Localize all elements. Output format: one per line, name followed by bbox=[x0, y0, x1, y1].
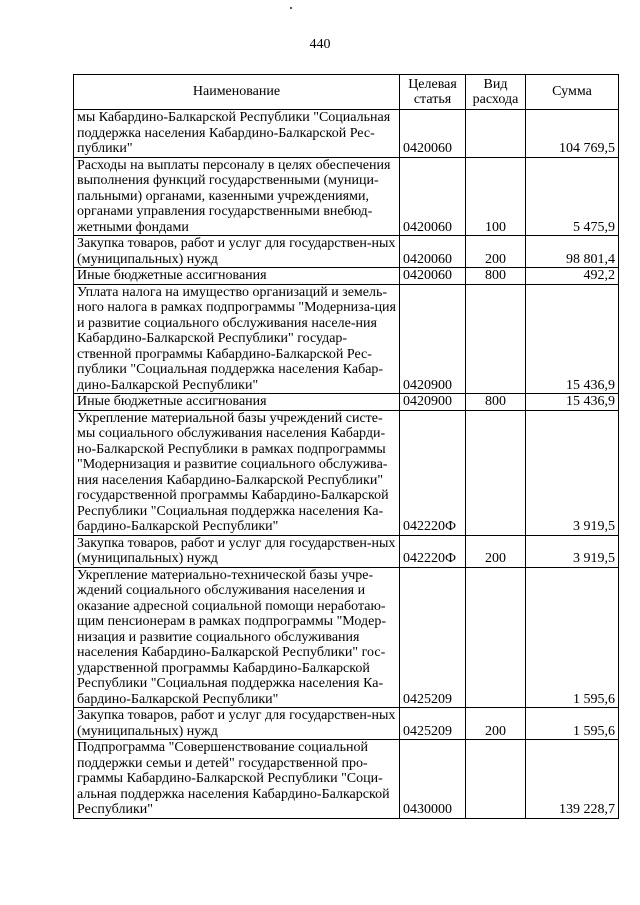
table-row bbox=[74, 708, 619, 740]
table-row bbox=[74, 284, 619, 394]
row-code: 0420060 bbox=[400, 157, 466, 236]
row-name: Укрепление материальной базы учреждений систе-мы социального обслуживания населения Кабарди-но-Балкарской Республики в рамках подпрограммы "Модернизация и развитие социального обслужива-ния населения Кабардино-Балкарской Республики" государственной программы Кабардино-Балкарской Республики "Социальная поддержка населения Ка-бардино-Балкарской Республики" bbox=[74, 410, 400, 535]
row-name: Закупка товаров, работ и услуг для государствен-ных (муниципальных) нужд bbox=[74, 236, 400, 268]
row-type: 800 bbox=[466, 394, 526, 411]
row-code: 0420900 bbox=[400, 284, 466, 394]
row-name: Уплата налога на имущество организаций и земель-ного налога в рамках подпрограммы "Модерниза-ция и развитие социального обслуживания населе-ния Кабардино-Балкарской Республики" государ-ственной программы Кабардино-Балкарской Рес-публики "Социальная поддержка населения Кабар-дино-Балкарской Республики" bbox=[74, 284, 400, 394]
row-type bbox=[466, 410, 526, 535]
row-name: Подпрограмма "Совершенствование социальной поддержки семьи и детей" государственной про-граммы Кабардино-Балкарской Республики "Соци-альная поддержка населения Кабардино-Балкарской Республики" bbox=[74, 740, 400, 819]
row-code: 0420060 bbox=[400, 110, 466, 158]
row-type bbox=[466, 740, 526, 819]
row-name: Иные бюджетные ассигнования bbox=[74, 268, 400, 285]
scan-speck bbox=[290, 7, 292, 9]
table-header-row bbox=[74, 75, 619, 110]
row-sum: 98 801,4 bbox=[526, 236, 619, 268]
row-code: 0425209 bbox=[400, 567, 466, 708]
row-type: 200 bbox=[466, 535, 526, 567]
row-code: 0425209 bbox=[400, 708, 466, 740]
row-name: Укрепление материально-технической базы учре-ждений социального обслуживания населения и оказание адресной социальной помощи неработаю-щим пенсионерам в рамках подпрограммы "Модер-низация и развитие социального обслуживания населения Кабардино-Балкарской Республики" гос-ударственной программы Кабардино-Балкарской Республики "Социальная поддержка населения Ка-бардино-Балкарской Республики" bbox=[74, 567, 400, 708]
row-code: 0420900 bbox=[400, 394, 466, 411]
table-row bbox=[74, 157, 619, 236]
row-sum: 1 595,6 bbox=[526, 708, 619, 740]
table-row bbox=[74, 394, 619, 411]
row-sum: 139 228,7 bbox=[526, 740, 619, 819]
row-type bbox=[466, 284, 526, 394]
table-row bbox=[74, 535, 619, 567]
row-type: 800 bbox=[466, 268, 526, 285]
row-code: 0420060 bbox=[400, 236, 466, 268]
table-row bbox=[74, 567, 619, 708]
row-sum: 3 919,5 bbox=[526, 410, 619, 535]
header-sum: Сумма bbox=[526, 75, 619, 110]
table-row bbox=[74, 236, 619, 268]
table-row bbox=[74, 268, 619, 285]
header-name: Наименование bbox=[74, 75, 400, 110]
row-sum: 1 595,6 bbox=[526, 567, 619, 708]
row-name: Расходы на выплаты персоналу в целях обеспечения выполнения функций государственными (муници-пальными) органами, казенными учреждениями, органами управления государственными внебюд-жетными фондами bbox=[74, 157, 400, 236]
row-name: мы Кабардино-Балкарской Республики "Социальная поддержка населения Кабардино-Балкарской Рес-публики" bbox=[74, 110, 400, 158]
header-code: Целевая статья bbox=[400, 75, 466, 110]
row-code: 042220Ф bbox=[400, 535, 466, 567]
row-code: 0420060 bbox=[400, 268, 466, 285]
budget-table bbox=[73, 74, 619, 819]
table-row bbox=[74, 740, 619, 819]
row-sum: 5 475,9 bbox=[526, 157, 619, 236]
row-sum: 3 919,5 bbox=[526, 535, 619, 567]
row-sum: 15 436,9 bbox=[526, 284, 619, 394]
table-row bbox=[74, 410, 619, 535]
table-row bbox=[74, 110, 619, 158]
page-number: 440 bbox=[309, 37, 331, 52]
row-type: 200 bbox=[466, 236, 526, 268]
row-name: Закупка товаров, работ и услуг для государствен-ных (муниципальных) нужд bbox=[74, 708, 400, 740]
row-sum: 104 769,5 bbox=[526, 110, 619, 158]
row-sum: 492,2 bbox=[526, 268, 619, 285]
row-sum: 15 436,9 bbox=[526, 394, 619, 411]
row-type: 200 bbox=[466, 708, 526, 740]
row-type bbox=[466, 567, 526, 708]
row-name: Иные бюджетные ассигнования bbox=[74, 394, 400, 411]
row-name: Закупка товаров, работ и услуг для государствен-ных (муниципальных) нужд bbox=[74, 535, 400, 567]
row-code: 042220Ф bbox=[400, 410, 466, 535]
row-type bbox=[466, 110, 526, 158]
row-code: 0430000 bbox=[400, 740, 466, 819]
header-type: Вид расхода bbox=[466, 75, 526, 110]
row-type: 100 bbox=[466, 157, 526, 236]
